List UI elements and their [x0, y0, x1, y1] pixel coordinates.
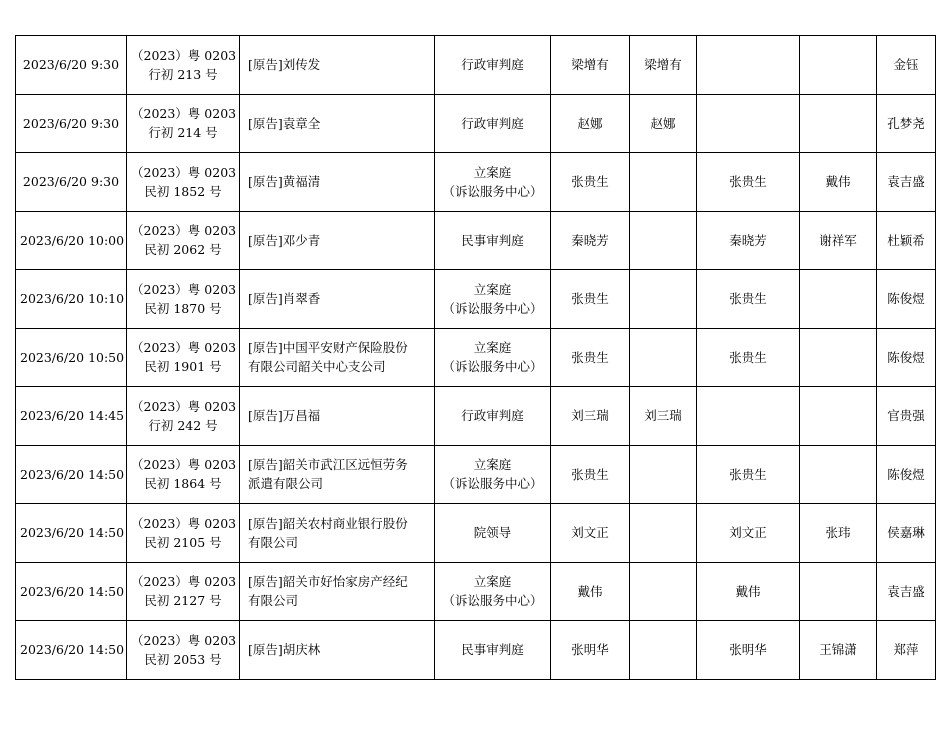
court-cell	[435, 504, 551, 563]
party-cell	[240, 270, 435, 329]
hearing-datetime-cell	[16, 36, 127, 95]
case-number-cell	[127, 153, 240, 212]
judge-cell-4	[800, 504, 877, 563]
case-number-line1: （2023）粤 0203	[131, 106, 237, 122]
hearing-datetime: 2023/6/20 10:10	[20, 291, 125, 307]
court-name: 立案庭	[473, 457, 512, 473]
judge-name-1: 刘三瑞	[571, 408, 609, 424]
court-name: 院领导	[473, 525, 512, 541]
party-cell	[240, 445, 435, 504]
court-name: 立案庭	[473, 574, 512, 590]
clerk-name: 袁吉盛	[887, 174, 925, 190]
clerk-name: 杜颖希	[887, 232, 925, 248]
hearing-datetime-cell	[16, 504, 127, 563]
judge-cell-3	[697, 270, 800, 329]
judge-cell-2	[630, 445, 697, 504]
table-row	[16, 445, 936, 504]
hearing-schedule-table	[15, 35, 936, 680]
court-cell	[435, 621, 551, 680]
clerk-name: 陈俊煜	[887, 349, 925, 365]
judge-cell-4	[800, 36, 877, 95]
judge-name-1: 戴伟	[577, 583, 603, 599]
court-cell	[435, 387, 551, 446]
court-cell	[435, 562, 551, 621]
party-name: [原告]刘传发	[248, 57, 321, 73]
case-number-line2: 民初 1870 号	[144, 300, 222, 316]
table-row	[16, 36, 936, 95]
case-number-line2: 行初 213 号	[148, 66, 218, 82]
party-cell	[240, 94, 435, 153]
case-number-line2: 民初 2053 号	[144, 651, 222, 667]
hearing-datetime: 2023/6/20 14:50	[20, 583, 125, 599]
hearing-datetime: 2023/6/20 14:50	[20, 642, 125, 658]
court-name: 立案庭	[473, 281, 512, 297]
party-name: [原告]韶关农村商业银行股份	[248, 515, 408, 531]
case-number-line1: （2023）粤 0203	[131, 515, 237, 531]
case-number-cell	[127, 94, 240, 153]
judge-cell-1	[551, 36, 630, 95]
case-number-cell	[127, 504, 240, 563]
judge-cell-1	[551, 328, 630, 387]
judge-cell-1	[551, 562, 630, 621]
judge-cell-3	[697, 328, 800, 387]
court-name: 立案庭	[473, 340, 512, 356]
case-number-line1: （2023）粤 0203	[131, 398, 237, 414]
hearing-datetime: 2023/6/20 10:00	[20, 232, 125, 248]
court-name: 行政审判庭	[461, 408, 524, 424]
court-cell	[435, 153, 551, 212]
judge-name-4: 戴伟	[825, 174, 851, 190]
judge-cell-3	[697, 621, 800, 680]
court-cell	[435, 270, 551, 329]
judge-cell-2	[630, 562, 697, 621]
case-number-line1: （2023）粤 0203	[131, 632, 237, 648]
clerk-cell	[877, 211, 936, 270]
judge-name-1: 刘文正	[571, 525, 609, 541]
table-row	[16, 153, 936, 212]
judge-cell-3	[697, 153, 800, 212]
court-cell	[435, 94, 551, 153]
judge-name-2: 梁增有	[644, 57, 682, 73]
party-cell	[240, 211, 435, 270]
case-number-line2: 民初 2127 号	[144, 593, 222, 609]
party-cell	[240, 562, 435, 621]
clerk-cell	[877, 504, 936, 563]
party-cell	[240, 504, 435, 563]
party-name-line2: 有限公司	[248, 534, 299, 550]
case-number-cell	[127, 445, 240, 504]
judge-name-4: 王锦潇	[819, 642, 857, 658]
table-row	[16, 504, 936, 563]
case-number-cell	[127, 270, 240, 329]
clerk-cell	[877, 387, 936, 446]
judge-cell-4	[800, 270, 877, 329]
table-row	[16, 621, 936, 680]
judge-cell-4	[800, 621, 877, 680]
judge-cell-2	[630, 94, 697, 153]
court-cell	[435, 36, 551, 95]
case-number-line1: （2023）粤 0203	[131, 340, 237, 356]
case-number-line2: 民初 2105 号	[144, 534, 222, 550]
judge-cell-1	[551, 94, 630, 153]
party-cell	[240, 621, 435, 680]
judge-name-1: 张贵生	[571, 349, 609, 365]
party-name-line2: 有限公司韶关中心支公司	[248, 359, 386, 375]
court-name: 民事审判庭	[461, 232, 524, 248]
clerk-cell	[877, 270, 936, 329]
party-name: [原告]肖翠香	[248, 291, 321, 307]
clerk-cell	[877, 153, 936, 212]
party-cell	[240, 328, 435, 387]
judge-cell-3	[697, 94, 800, 153]
judge-name-1: 张贵生	[571, 466, 609, 482]
schedule-body	[16, 36, 936, 680]
judge-name-2: 刘三瑞	[644, 408, 682, 424]
case-number-line1: （2023）粤 0203	[131, 223, 237, 239]
clerk-name: 金钰	[893, 57, 919, 73]
hearing-datetime-cell	[16, 621, 127, 680]
judge-name-3: 秦晓芳	[729, 232, 767, 248]
judge-name-1: 秦晓芳	[571, 232, 609, 248]
judge-cell-2	[630, 387, 697, 446]
judge-name-1: 张贵生	[571, 174, 609, 190]
judge-cell-1	[551, 504, 630, 563]
case-number-line1: （2023）粤 0203	[131, 47, 237, 63]
case-number-cell	[127, 328, 240, 387]
clerk-cell	[877, 445, 936, 504]
case-number-line1: （2023）粤 0203	[131, 164, 237, 180]
party-cell	[240, 36, 435, 95]
judge-cell-3	[697, 445, 800, 504]
party-name: [原告]万昌福	[248, 408, 321, 424]
judge-cell-2	[630, 328, 697, 387]
court-name-line2: （诉讼服务中心）	[442, 183, 543, 199]
judge-cell-1	[551, 445, 630, 504]
hearing-datetime-cell	[16, 445, 127, 504]
hearing-datetime: 2023/6/20 10:50	[20, 349, 125, 365]
court-name: 行政审判庭	[461, 115, 524, 131]
clerk-name: 郑萍	[893, 642, 919, 658]
court-name-line2: （诉讼服务中心）	[442, 476, 543, 492]
case-number-cell	[127, 562, 240, 621]
judge-name-3: 刘文正	[729, 525, 767, 541]
table-row	[16, 94, 936, 153]
hearing-datetime: 2023/6/20 9:30	[22, 57, 120, 73]
judge-name-3: 张贵生	[729, 466, 767, 482]
clerk-cell	[877, 562, 936, 621]
case-number-line2: 民初 1901 号	[144, 359, 222, 375]
hearing-datetime: 2023/6/20 14:50	[20, 525, 125, 541]
court-name-line2: （诉讼服务中心）	[442, 359, 543, 375]
court-name-line2: （诉讼服务中心）	[442, 300, 543, 316]
clerk-name: 官贵强	[887, 408, 925, 424]
party-name: [原告]胡庆林	[248, 642, 321, 658]
case-number-cell	[127, 36, 240, 95]
judge-cell-3	[697, 562, 800, 621]
case-number-line2: 民初 2062 号	[144, 242, 222, 258]
table-row	[16, 328, 936, 387]
court-name-line2: （诉讼服务中心）	[442, 593, 543, 609]
judge-name-3: 张明华	[729, 642, 767, 658]
judge-cell-4	[800, 562, 877, 621]
clerk-cell	[877, 328, 936, 387]
table-row	[16, 211, 936, 270]
party-cell	[240, 153, 435, 212]
party-cell	[240, 387, 435, 446]
judge-cell-2	[630, 621, 697, 680]
hearing-datetime: 2023/6/20 9:30	[22, 115, 120, 131]
party-name-line2: 有限公司	[248, 593, 299, 609]
clerk-name: 陈俊煜	[887, 291, 925, 307]
judge-cell-4	[800, 153, 877, 212]
case-number-cell	[127, 621, 240, 680]
hearing-datetime-cell	[16, 94, 127, 153]
case-number-cell	[127, 211, 240, 270]
case-number-line2: 行初 214 号	[148, 125, 218, 141]
case-number-line2: 行初 242 号	[148, 417, 218, 433]
judge-cell-1	[551, 270, 630, 329]
court-cell	[435, 328, 551, 387]
court-cell	[435, 211, 551, 270]
judge-cell-1	[551, 211, 630, 270]
judge-cell-3	[697, 36, 800, 95]
judge-name-3: 戴伟	[735, 583, 761, 599]
clerk-cell	[877, 621, 936, 680]
court-cell	[435, 445, 551, 504]
judge-cell-4	[800, 328, 877, 387]
hearing-datetime: 2023/6/20 9:30	[22, 174, 120, 190]
judge-cell-2	[630, 36, 697, 95]
party-name: [原告]黄福清	[248, 174, 321, 190]
hearing-datetime-cell	[16, 562, 127, 621]
clerk-name: 侯嘉琳	[887, 525, 925, 541]
judge-name-1: 张明华	[571, 642, 609, 658]
judge-name-3: 张贵生	[729, 174, 767, 190]
hearing-datetime-cell	[16, 270, 127, 329]
judge-cell-4	[800, 445, 877, 504]
judge-cell-4	[800, 211, 877, 270]
clerk-name: 孔梦尧	[887, 115, 925, 131]
hearing-datetime-cell	[16, 328, 127, 387]
judge-cell-4	[800, 387, 877, 446]
judge-cell-2	[630, 504, 697, 563]
judge-name-1: 赵娜	[577, 115, 603, 131]
hearing-datetime-cell	[16, 211, 127, 270]
court-name: 行政审判庭	[461, 57, 524, 73]
party-name: [原告]中国平安财产保险股份	[248, 340, 408, 356]
party-name-line2: 派遣有限公司	[248, 476, 324, 492]
judge-name-4: 谢祥军	[819, 232, 857, 248]
judge-cell-1	[551, 153, 630, 212]
case-number-line1: （2023）粤 0203	[131, 574, 237, 590]
judge-cell-2	[630, 211, 697, 270]
hearing-datetime-cell	[16, 153, 127, 212]
judge-name-1: 梁增有	[571, 57, 609, 73]
case-number-cell	[127, 387, 240, 446]
judge-cell-3	[697, 504, 800, 563]
table-row	[16, 387, 936, 446]
judge-name-2: 赵娜	[650, 115, 676, 131]
court-name: 立案庭	[473, 164, 512, 180]
judge-name-3: 张贵生	[729, 349, 767, 365]
judge-cell-2	[630, 270, 697, 329]
judge-name-1: 张贵生	[571, 291, 609, 307]
hearing-datetime: 2023/6/20 14:50	[20, 466, 125, 482]
judge-cell-1	[551, 621, 630, 680]
party-name: [原告]邓少青	[248, 232, 321, 248]
case-number-line1: （2023）粤 0203	[131, 457, 237, 473]
hearing-datetime: 2023/6/20 14:45	[20, 408, 125, 424]
party-name: [原告]韶关市武江区远恒劳务	[248, 457, 408, 473]
court-name: 民事审判庭	[461, 642, 524, 658]
hearing-datetime-cell	[16, 387, 127, 446]
judge-name-4: 张玮	[825, 525, 851, 541]
clerk-name: 陈俊煜	[887, 466, 925, 482]
judge-name-3: 张贵生	[729, 291, 767, 307]
party-name: [原告]韶关市好怡家房产经纪	[248, 574, 408, 590]
clerk-cell	[877, 94, 936, 153]
case-number-line2: 民初 1852 号	[144, 183, 222, 199]
case-number-line2: 民初 1864 号	[144, 476, 222, 492]
party-name: [原告]袁章全	[248, 115, 321, 131]
judge-cell-2	[630, 153, 697, 212]
clerk-cell	[877, 36, 936, 95]
clerk-name: 袁吉盛	[887, 583, 925, 599]
case-number-line1: （2023）粤 0203	[131, 281, 237, 297]
judge-cell-4	[800, 94, 877, 153]
judge-cell-1	[551, 387, 630, 446]
table-row	[16, 562, 936, 621]
table-row	[16, 270, 936, 329]
judge-cell-3	[697, 211, 800, 270]
judge-cell-3	[697, 387, 800, 446]
